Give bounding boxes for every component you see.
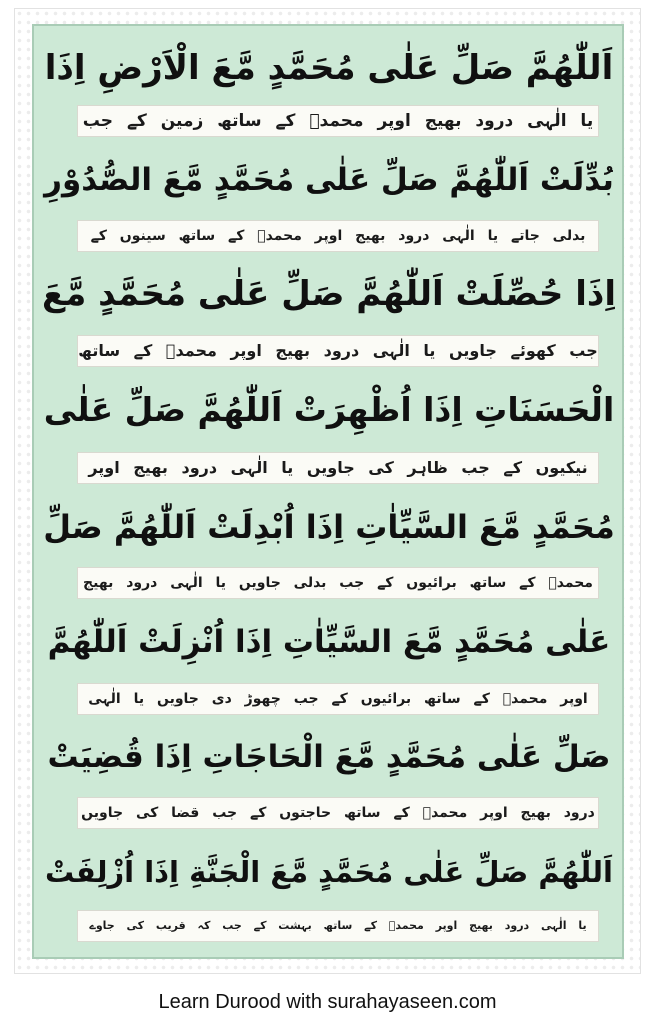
durood-text-panel (32, 24, 624, 959)
arabic-verse-line: اَللّٰهُمَّ صَلِّ عَلٰى مُحَمَّدٍ مَّعَ الْجَنَّةِ اِذَا اُزْلِفَتْ (45, 855, 613, 889)
arabic-verse-line: بُدِّلَتْ اَللّٰهُمَّ صَلِّ عَلٰى مُحَمَّدٍ مَّعَ الصُّدُوْرِ (44, 162, 614, 198)
arabic-verse-line: صَلِّ عَلٰى مُحَمَّدٍ مَّعَ الْحَاجَاتِ اِذَا قُضِيَتْ (47, 739, 611, 775)
urdu-translation-line: نیکیوں کے جب ظاہر کی جاویں یا الٰہی درود بھیج اوپر (78, 453, 598, 483)
arabic-verse-line: اِذَا حُصِّلَتْ اَللّٰهُمَّ صَلِّ عَلٰى مُحَمَّدٍ مَّعَ (41, 274, 617, 314)
page-caption: Learn Durood with surahayaseen.com (158, 991, 497, 1013)
arabic-verse-line: الْحَسَنَاتِ اِذَا اُظْهِرَتْ اَللّٰهُمَّ صَلِّ عَلٰى (43, 390, 615, 429)
urdu-translation-line: یا الٰہی درود بھیج اوپر محمدؐ کے ساتھ بہشت کے جب کہ قریب کی جاوے (78, 911, 598, 941)
urdu-translation-line: جب کھوئے جاویں یا الٰہی درود بھیج اوپر محمدؐ کے ساتھ (78, 336, 598, 366)
arabic-verse-line: اَللّٰهُمَّ صَلِّ عَلٰى مُحَمَّدٍ مَّعَ الْاَرْضِ اِذَا (44, 48, 614, 88)
arabic-verse-line: مُحَمَّدٍ مَّعَ السَّيِّاٰتِ اِذَا اُبْدِلَتْ اَللّٰهُمَّ صَلِّ (43, 508, 615, 546)
urdu-translation-line: بدلی جاتے یا الٰہی درود بھیج اوپر محمدؐ کے ساتھ سینوں کے (78, 221, 598, 251)
arabic-verse-line: عَلٰى مُحَمَّدٍ مَّعَ السَّيِّاٰتِ اِذَا اُنْزِلَتْ اَللّٰهُمَّ (47, 624, 611, 660)
urdu-translation-line: درود بھیج اوپر محمدؐ کے ساتھ حاجتوں کے جب قضا کی جاویں (78, 798, 598, 828)
urdu-translation-line: اوپر محمدؐ کے ساتھ برائیوں کے جب چھوڑ دی جاویں یا الٰہی (78, 684, 598, 714)
urdu-translation-line: یا الٰہی درود بھیج اوپر محمدؐ کے ساتھ زمین کے جب (78, 106, 598, 136)
urdu-translation-line: محمدؐ کے ساتھ برائیوں کے جب بدلی جاویں یا الٰہی درود بھیج (78, 568, 598, 598)
